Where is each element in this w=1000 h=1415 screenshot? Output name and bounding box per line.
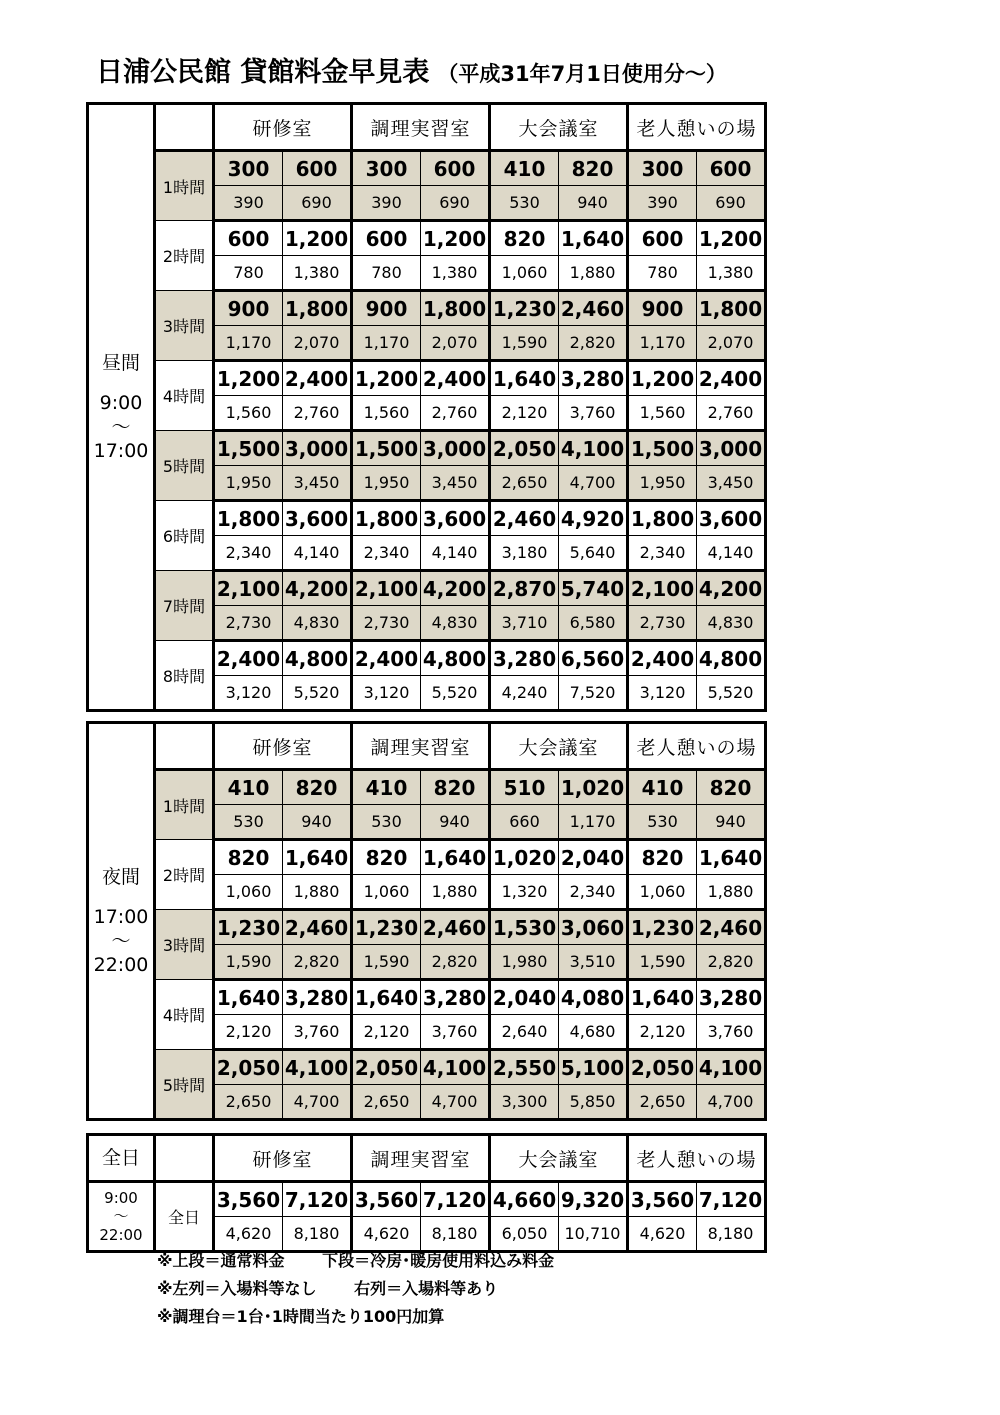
fee-with-aircon: 2,760	[283, 396, 352, 431]
note-line: ※調理台＝1台･1時間当たり100円加算	[157, 1307, 445, 1326]
fee-with-aircon: 4,830	[697, 606, 766, 641]
fee-with-aircon: 3,760	[697, 1015, 766, 1050]
fee-with-aircon: 2,120	[628, 1015, 697, 1050]
fee-with-aircon: 1,950	[214, 466, 283, 501]
fee-with-aircon: 1,950	[628, 466, 697, 501]
fee-standard: 2,460	[559, 291, 628, 326]
fee-with-aircon: 1,980	[490, 945, 559, 980]
fee-standard: 7,120	[697, 1182, 766, 1217]
fee-with-aircon: 1,380	[697, 256, 766, 291]
fee-with-aircon: 1,880	[283, 875, 352, 910]
fee-with-aircon: 1,880	[697, 875, 766, 910]
period-time-start: 9:00	[104, 1188, 138, 1207]
fee-standard: 1,500	[214, 431, 283, 466]
fee-standard: 2,460	[490, 501, 559, 536]
fee-standard: 5,100	[559, 1050, 628, 1085]
fee-standard: 2,050	[214, 1050, 283, 1085]
fee-with-aircon: 4,700	[283, 1085, 352, 1120]
fee-standard: 4,100	[559, 431, 628, 466]
duration-label: 3時間	[155, 910, 214, 980]
fee-standard: 820	[697, 770, 766, 805]
room-header: 研修室	[214, 723, 352, 770]
fee-standard: 1,530	[490, 910, 559, 945]
fee-with-aircon: 1,060	[214, 875, 283, 910]
fee-with-aircon: 2,650	[352, 1085, 421, 1120]
fee-standard: 3,560	[352, 1182, 421, 1217]
table-row	[88, 770, 766, 805]
fee-standard: 1,640	[559, 221, 628, 256]
fee-with-aircon: 660	[490, 805, 559, 840]
note-line: ※上段＝通常料金 下段＝冷房･暖房使用料込み料金	[157, 1251, 555, 1270]
fee-with-aircon: 5,520	[697, 676, 766, 711]
fee-standard: 820	[628, 840, 697, 875]
fee-standard: 1,640	[352, 980, 421, 1015]
fee-with-aircon: 3,450	[421, 466, 490, 501]
fee-standard: 3,280	[283, 980, 352, 1015]
duration-label: 6時間	[155, 501, 214, 571]
fee-standard: 4,800	[421, 641, 490, 676]
table-row	[88, 501, 766, 536]
note-line: ※左列＝入場料等なし 右列＝入場料等あり	[157, 1279, 499, 1298]
fee-standard: 820	[421, 770, 490, 805]
nighttime-fee-table	[86, 721, 767, 1121]
fee-standard: 1,800	[697, 291, 766, 326]
table-row	[88, 431, 766, 466]
fee-with-aircon: 4,620	[352, 1217, 421, 1252]
fee-standard: 1,020	[559, 770, 628, 805]
corner-cell	[155, 723, 214, 770]
fee-with-aircon: 780	[352, 256, 421, 291]
fee-standard: 1,800	[214, 501, 283, 536]
fee-with-aircon: 3,760	[559, 396, 628, 431]
fee-standard: 2,400	[628, 641, 697, 676]
table-row	[88, 291, 766, 326]
room-header: 老人憩いの場	[628, 104, 766, 151]
fee-with-aircon: 2,760	[421, 396, 490, 431]
fee-standard: 2,100	[214, 571, 283, 606]
duration-label: 2時間	[155, 840, 214, 910]
fee-standard: 4,100	[421, 1050, 490, 1085]
fee-with-aircon: 780	[214, 256, 283, 291]
fee-standard: 820	[283, 770, 352, 805]
fee-standard: 900	[628, 291, 697, 326]
fee-standard: 1,230	[352, 910, 421, 945]
fee-with-aircon: 2,730	[352, 606, 421, 641]
room-header: 調理実習室	[352, 104, 490, 151]
fee-with-aircon: 5,850	[559, 1085, 628, 1120]
fee-standard: 2,870	[490, 571, 559, 606]
fee-standard: 2,400	[214, 641, 283, 676]
fee-with-aircon: 4,140	[421, 536, 490, 571]
fee-standard: 1,230	[214, 910, 283, 945]
fee-with-aircon: 1,170	[352, 326, 421, 361]
period-tilde: ～	[113, 1206, 129, 1225]
fee-standard: 600	[352, 221, 421, 256]
fee-standard: 300	[214, 151, 283, 186]
fee-with-aircon: 1,060	[628, 875, 697, 910]
room-header: 老人憩いの場	[628, 1135, 766, 1182]
fee-standard: 900	[214, 291, 283, 326]
fee-standard: 1,200	[283, 221, 352, 256]
fee-standard: 410	[628, 770, 697, 805]
fee-standard: 1,200	[421, 221, 490, 256]
fee-with-aircon: 1,880	[559, 256, 628, 291]
fee-standard: 3,060	[559, 910, 628, 945]
fee-with-aircon: 10,710	[559, 1217, 628, 1252]
fee-with-aircon: 2,730	[214, 606, 283, 641]
fee-standard: 820	[559, 151, 628, 186]
fee-with-aircon: 390	[214, 186, 283, 221]
fee-standard: 600	[283, 151, 352, 186]
fee-standard: 2,400	[421, 361, 490, 396]
fee-with-aircon: 690	[697, 186, 766, 221]
fee-with-aircon: 3,180	[490, 536, 559, 571]
fee-with-aircon: 780	[628, 256, 697, 291]
fee-standard: 1,500	[628, 431, 697, 466]
fee-with-aircon: 2,760	[697, 396, 766, 431]
fee-standard: 2,550	[490, 1050, 559, 1085]
fee-standard: 2,400	[283, 361, 352, 396]
period-time-end: 22:00	[99, 1226, 143, 1245]
fee-with-aircon: 4,830	[421, 606, 490, 641]
fee-standard: 5,740	[559, 571, 628, 606]
table-row	[88, 1182, 766, 1217]
duration-label: 2時間	[155, 221, 214, 291]
fee-standard: 410	[214, 770, 283, 805]
fee-with-aircon: 1,880	[421, 875, 490, 910]
fee-standard: 1,020	[490, 840, 559, 875]
table-row	[88, 840, 766, 875]
period-cell	[88, 723, 155, 1120]
fee-with-aircon: 4,700	[421, 1085, 490, 1120]
fee-with-aircon: 4,620	[214, 1217, 283, 1252]
fee-standard: 600	[214, 221, 283, 256]
fee-standard: 3,600	[283, 501, 352, 536]
duration-label: 全日	[155, 1182, 214, 1252]
fee-standard: 1,640	[214, 980, 283, 1015]
fee-standard: 3,280	[559, 361, 628, 396]
period-label: 全日	[101, 1146, 140, 1169]
period-cell	[88, 104, 155, 711]
room-header: 大会議室	[490, 1135, 628, 1182]
fee-with-aircon: 2,340	[628, 536, 697, 571]
fee-with-aircon: 5,520	[421, 676, 490, 711]
fee-with-aircon: 3,510	[559, 945, 628, 980]
fee-with-aircon: 4,140	[283, 536, 352, 571]
period-time-end: 17:00	[93, 439, 149, 462]
fee-standard: 7,120	[421, 1182, 490, 1217]
fee-standard: 2,040	[559, 840, 628, 875]
fee-standard: 4,100	[697, 1050, 766, 1085]
fee-standard: 2,050	[490, 431, 559, 466]
fee-standard: 1,800	[283, 291, 352, 326]
fee-standard: 2,400	[697, 361, 766, 396]
duration-label: 7時間	[155, 571, 214, 641]
fee-with-aircon: 3,120	[628, 676, 697, 711]
notes	[157, 1247, 554, 1331]
fee-standard: 3,000	[283, 431, 352, 466]
corner-cell	[155, 104, 214, 151]
fee-standard: 3,280	[697, 980, 766, 1015]
fee-with-aircon: 690	[421, 186, 490, 221]
fee-with-aircon: 4,830	[283, 606, 352, 641]
duration-label: 1時間	[155, 770, 214, 840]
period-cell	[88, 1135, 155, 1182]
table-row	[88, 1050, 766, 1085]
fee-with-aircon: 530	[628, 805, 697, 840]
fee-with-aircon: 8,180	[283, 1217, 352, 1252]
page-title	[96, 50, 727, 89]
fee-with-aircon: 8,180	[421, 1217, 490, 1252]
period-time-end: 22:00	[93, 953, 149, 976]
fee-with-aircon: 2,340	[352, 536, 421, 571]
fee-standard: 3,280	[421, 980, 490, 1015]
fee-standard: 2,050	[352, 1050, 421, 1085]
fee-with-aircon: 1,560	[214, 396, 283, 431]
period-tilde: ～	[111, 929, 131, 952]
fee-with-aircon: 1,170	[628, 326, 697, 361]
duration-label: 5時間	[155, 431, 214, 501]
fee-with-aircon: 390	[352, 186, 421, 221]
fee-with-aircon: 4,700	[697, 1085, 766, 1120]
fee-standard: 600	[628, 221, 697, 256]
corner-cell	[155, 1135, 214, 1182]
fee-standard: 3,000	[697, 431, 766, 466]
fee-with-aircon: 5,640	[559, 536, 628, 571]
fee-with-aircon: 1,320	[490, 875, 559, 910]
fee-standard: 1,640	[283, 840, 352, 875]
fee-standard: 2,100	[628, 571, 697, 606]
title-subtitle: （平成31年7月1日使用分～）	[437, 62, 727, 86]
fee-with-aircon: 8,180	[697, 1217, 766, 1252]
fee-with-aircon: 3,450	[697, 466, 766, 501]
fee-standard: 1,640	[697, 840, 766, 875]
fee-standard: 900	[352, 291, 421, 326]
fee-with-aircon: 4,240	[490, 676, 559, 711]
table-row	[88, 571, 766, 606]
fee-with-aircon: 3,120	[214, 676, 283, 711]
fee-with-aircon: 2,730	[628, 606, 697, 641]
fee-with-aircon: 6,580	[559, 606, 628, 641]
period-tilde: ～	[111, 415, 131, 438]
fee-with-aircon: 940	[421, 805, 490, 840]
fee-with-aircon: 2,120	[214, 1015, 283, 1050]
fee-standard: 4,800	[283, 641, 352, 676]
fee-standard: 820	[214, 840, 283, 875]
room-header: 老人憩いの場	[628, 723, 766, 770]
fee-standard: 410	[352, 770, 421, 805]
fee-standard: 4,100	[283, 1050, 352, 1085]
fee-with-aircon: 940	[559, 186, 628, 221]
header-row	[88, 723, 766, 770]
table-row	[88, 151, 766, 186]
fee-with-aircon: 4,620	[628, 1217, 697, 1252]
room-header: 研修室	[214, 1135, 352, 1182]
fee-with-aircon: 3,710	[490, 606, 559, 641]
fee-standard: 2,460	[283, 910, 352, 945]
duration-label: 5時間	[155, 1050, 214, 1120]
fee-with-aircon: 4,700	[559, 466, 628, 501]
fee-standard: 7,120	[283, 1182, 352, 1217]
header-row	[88, 104, 766, 151]
period-label: 夜間	[101, 865, 140, 888]
fee-standard: 6,560	[559, 641, 628, 676]
fee-standard: 3,560	[628, 1182, 697, 1217]
fee-with-aircon: 6,050	[490, 1217, 559, 1252]
fee-with-aircon: 1,060	[352, 875, 421, 910]
fee-with-aircon: 2,340	[559, 875, 628, 910]
duration-label: 4時間	[155, 361, 214, 431]
fee-standard: 300	[352, 151, 421, 186]
fee-with-aircon: 1,590	[490, 326, 559, 361]
fee-with-aircon: 940	[697, 805, 766, 840]
duration-label: 3時間	[155, 291, 214, 361]
fee-with-aircon: 1,060	[490, 256, 559, 291]
room-header: 大会議室	[490, 723, 628, 770]
period-label: 昼間	[101, 351, 140, 374]
fee-with-aircon: 7,520	[559, 676, 628, 711]
fee-with-aircon: 1,380	[421, 256, 490, 291]
fee-with-aircon: 530	[352, 805, 421, 840]
period-time-cell	[88, 1182, 155, 1252]
room-header: 調理実習室	[352, 1135, 490, 1182]
fullday-fee-table	[86, 1133, 767, 1253]
fee-with-aircon: 690	[283, 186, 352, 221]
table-row	[88, 910, 766, 945]
fee-with-aircon: 2,340	[214, 536, 283, 571]
fee-standard: 300	[628, 151, 697, 186]
fee-with-aircon: 2,640	[490, 1015, 559, 1050]
fee-with-aircon: 3,760	[283, 1015, 352, 1050]
fee-standard: 3,280	[490, 641, 559, 676]
table-row	[88, 980, 766, 1015]
fee-with-aircon: 390	[628, 186, 697, 221]
room-header: 大会議室	[490, 104, 628, 151]
fee-standard: 4,080	[559, 980, 628, 1015]
fee-standard: 1,200	[352, 361, 421, 396]
fee-standard: 3,600	[421, 501, 490, 536]
fee-with-aircon: 2,070	[283, 326, 352, 361]
fee-with-aircon: 2,820	[559, 326, 628, 361]
fee-with-aircon: 5,520	[283, 676, 352, 711]
fee-standard: 2,400	[352, 641, 421, 676]
fee-standard: 4,200	[421, 571, 490, 606]
fee-with-aircon: 3,120	[352, 676, 421, 711]
room-header: 研修室	[214, 104, 352, 151]
fee-standard: 600	[421, 151, 490, 186]
fee-standard: 4,660	[490, 1182, 559, 1217]
fee-with-aircon: 2,070	[697, 326, 766, 361]
period-time-start: 9:00	[99, 392, 143, 415]
fee-standard: 1,800	[628, 501, 697, 536]
fee-with-aircon: 2,650	[214, 1085, 283, 1120]
fee-with-aircon: 2,820	[283, 945, 352, 980]
fee-with-aircon: 4,680	[559, 1015, 628, 1050]
duration-label: 8時間	[155, 641, 214, 711]
fee-standard: 820	[490, 221, 559, 256]
fee-with-aircon: 1,590	[628, 945, 697, 980]
fee-standard: 2,050	[628, 1050, 697, 1085]
fee-standard: 1,500	[352, 431, 421, 466]
fee-with-aircon: 1,560	[352, 396, 421, 431]
fee-standard: 1,200	[214, 361, 283, 396]
period-time-start: 17:00	[93, 906, 149, 929]
fee-with-aircon: 940	[283, 805, 352, 840]
fee-with-aircon: 2,650	[628, 1085, 697, 1120]
fee-standard: 4,200	[283, 571, 352, 606]
fee-standard: 4,800	[697, 641, 766, 676]
fee-standard: 3,000	[421, 431, 490, 466]
fee-standard: 1,640	[421, 840, 490, 875]
fee-with-aircon: 1,950	[352, 466, 421, 501]
fee-with-aircon: 2,650	[490, 466, 559, 501]
fee-with-aircon: 2,120	[352, 1015, 421, 1050]
fee-with-aircon: 4,140	[697, 536, 766, 571]
fee-with-aircon: 1,170	[559, 805, 628, 840]
fee-standard: 2,460	[421, 910, 490, 945]
fee-standard: 4,920	[559, 501, 628, 536]
fee-standard: 2,040	[490, 980, 559, 1015]
fee-standard: 410	[490, 151, 559, 186]
fee-with-aircon: 1,170	[214, 326, 283, 361]
fee-with-aircon: 3,300	[490, 1085, 559, 1120]
title-main: 日浦公民館 貸館料金早見表	[96, 57, 430, 88]
header-row	[88, 1135, 766, 1182]
fee-standard: 510	[490, 770, 559, 805]
fee-standard: 1,230	[628, 910, 697, 945]
table-row	[88, 641, 766, 676]
duration-label: 1時間	[155, 151, 214, 221]
room-header: 調理実習室	[352, 723, 490, 770]
fee-standard: 2,460	[697, 910, 766, 945]
fee-with-aircon: 2,820	[697, 945, 766, 980]
fee-with-aircon: 530	[490, 186, 559, 221]
daytime-fee-table	[86, 102, 767, 712]
fee-standard: 1,200	[628, 361, 697, 396]
duration-label: 4時間	[155, 980, 214, 1050]
fee-with-aircon: 3,760	[421, 1015, 490, 1050]
table-row	[88, 221, 766, 256]
fee-with-aircon: 1,380	[283, 256, 352, 291]
fee-with-aircon: 1,560	[628, 396, 697, 431]
fee-with-aircon: 1,590	[352, 945, 421, 980]
fee-standard: 4,200	[697, 571, 766, 606]
fee-standard: 1,640	[490, 361, 559, 396]
fee-standard: 1,200	[697, 221, 766, 256]
table-row	[88, 361, 766, 396]
fee-with-aircon: 2,070	[421, 326, 490, 361]
fee-standard: 820	[352, 840, 421, 875]
fee-standard: 1,640	[628, 980, 697, 1015]
fee-standard: 3,600	[697, 501, 766, 536]
fee-standard: 1,800	[421, 291, 490, 326]
fee-standard: 9,320	[559, 1182, 628, 1217]
fee-standard: 600	[697, 151, 766, 186]
fee-standard: 1,230	[490, 291, 559, 326]
fee-with-aircon: 3,450	[283, 466, 352, 501]
fee-standard: 2,100	[352, 571, 421, 606]
fee-with-aircon: 2,820	[421, 945, 490, 980]
fee-standard: 3,560	[214, 1182, 283, 1217]
fee-with-aircon: 2,120	[490, 396, 559, 431]
fee-with-aircon: 530	[214, 805, 283, 840]
fee-with-aircon: 1,590	[214, 945, 283, 980]
fee-standard: 1,800	[352, 501, 421, 536]
